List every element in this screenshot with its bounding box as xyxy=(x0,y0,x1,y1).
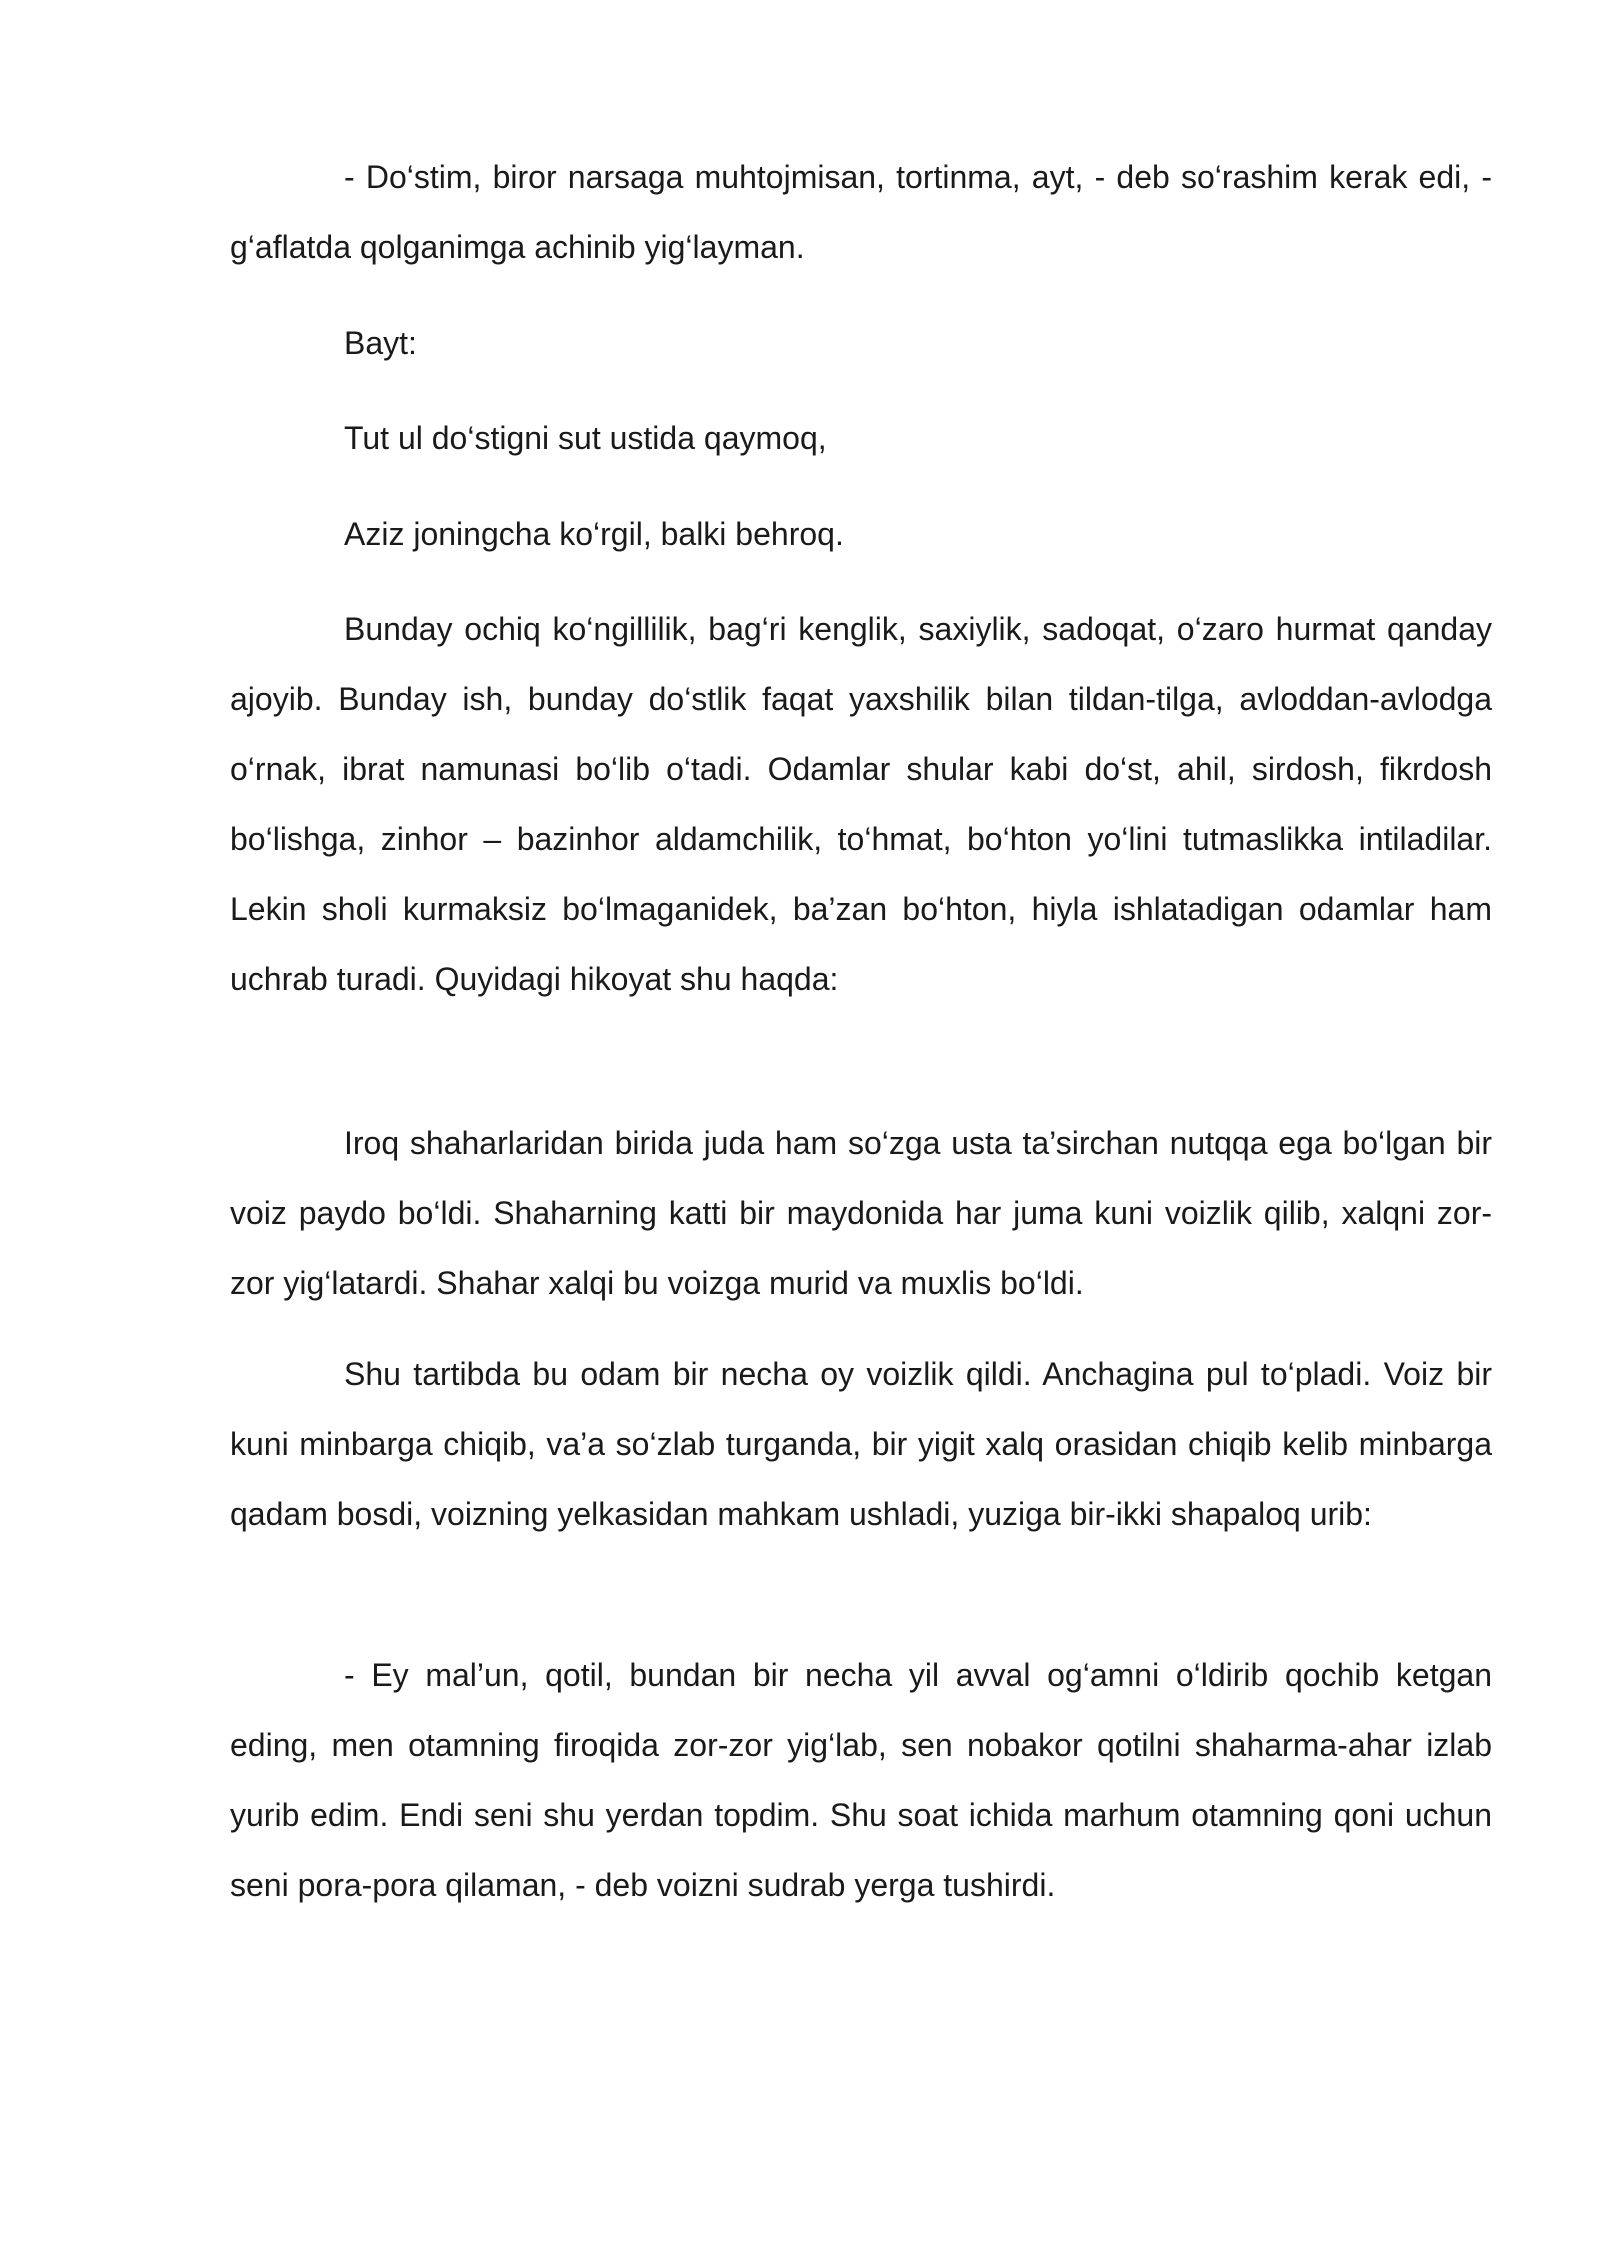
paragraph-iraq-preacher: Iroq shaharlaridan birida juda ham so‘zga usta ta’sirchan nutqqa ega bo‘lgan bir voiz paydo bo‘ldi. Shaharning katti bir maydonida har juma kuni voizlik qilib, xalqni zor-zor yig‘latardi. Shahar xalqi bu voizga murid va muxlis bo‘ldi. xyxy=(230,1125,1492,1301)
paragraph-young-man: Shu tartibda bu odam bir necha oy voizlik qildi. Anchagina pul to‘pladi. Voiz bir kuni minbarga chiqib, va’a so‘zlab turganda, bir yigit xalq orasidan chiqib kelib minbarga qadam bosdi, voizning yelkasidan mahkam ushladi, yuziga bir-ikki shapaloq urib: xyxy=(230,1356,1492,1532)
verse-heading: Bayt: xyxy=(344,325,417,361)
verse-line-2: Aziz joningcha ko‘rgil, balki behroq. xyxy=(344,516,844,552)
paragraph-dialogue-friend: - Do‘stim, biror narsaga muhtojmisan, tortinma, ayt, - deb so‘rashim kerak edi, - g‘aflatda qolganimga achinib yig‘layman. xyxy=(230,159,1492,265)
paragraph-friendship: Bunday ochiq ko‘ngillilik, bag‘ri kenglik, saxiylik, sadoqat, o‘zaro hurmat qanday ajoyib. Bunday ish, bunday do‘stlik faqat yaxshilik bilan tildan-tilga, avloddan-avlodga o‘rnak, ibrat namunasi bo‘lib o‘tadi. Odamlar shular kabi do‘st, ahil, sirdosh, fikrdosh bo‘lishga, zinhor – bazinhor aldamchilik, to‘hmat, bo‘hton yo‘lini tutmaslikka intiladilar. Lekin sholi kurmaksiz bo‘lmaganidek, ba’zan bo‘hton, hiyla ishlatadigan odamlar ham uchrab turadi. Quyidagi hikoyat shu haqda: xyxy=(230,611,1492,997)
verse-line-1: Tut ul do‘stigni sut ustida qaymoq, xyxy=(344,420,827,456)
paragraph-accusation: - Ey mal’un, qotil, bundan bir necha yil avval og‘amni o‘ldirib qochib ketgan eding, men otamning firoqida zor-zor yig‘lab, sen nobakor qotilni shaharma-ahar izlab yurib edim. Endi seni shu yerdan topdim. Shu soat ichida marhum otamning qoni uchun seni pora-pora qilaman, - deb voizni sudrab yerga tushirdi. xyxy=(230,1657,1492,1903)
